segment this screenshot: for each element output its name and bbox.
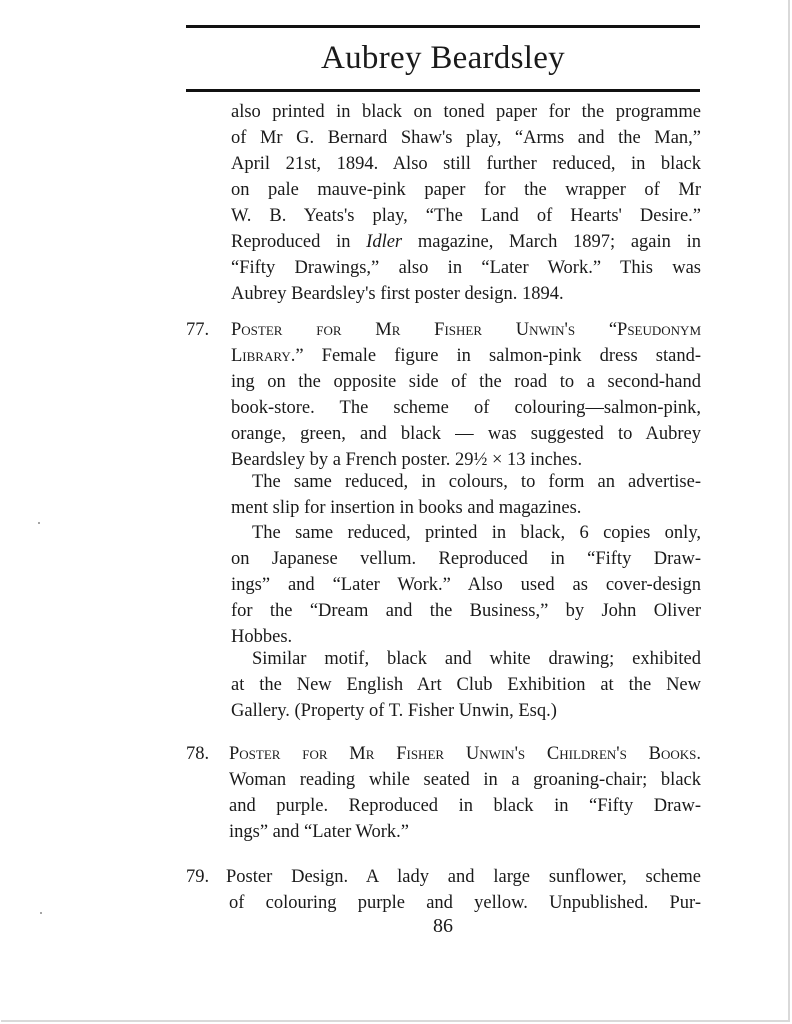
text-line: also printed in black on toned paper for the programme: [231, 102, 701, 122]
text-line: of colouring purple and yellow. Unpublished. Pur-: [229, 893, 701, 913]
paragraph-line: for the “Dream and the Business,” by John Oliver: [231, 601, 701, 621]
entry-heading-line: Library.” Female figure in salmon-pink dress stand-: [231, 346, 701, 366]
text-line-with-italic: Reproduced in Idler magazine, March 1897; again in: [231, 232, 701, 252]
entry-number: 78.: [186, 744, 210, 764]
entry-number: 79.: [186, 867, 210, 887]
paragraph-line: Gallery. (Property of T. Fisher Unwin, Esq.): [231, 701, 557, 721]
text-line: on pale mauve-pink paper for the wrapper of Mr: [231, 180, 701, 200]
paragraph-line: Similar motif, black and white drawing; exhibited: [252, 649, 701, 669]
text-line: Poster Design. A lady and large sunflower, scheme: [226, 867, 701, 887]
text-line: orange, green, and black — was suggested to Aubrey: [231, 424, 701, 444]
text-line: Aubrey Beardsley's first poster design. 1894.: [231, 284, 564, 304]
text-line: ing on the opposite side of the road to a second-hand: [231, 372, 701, 392]
text-line: W. B. Yeats's play, “The Land of Hearts' Desire.”: [231, 206, 701, 226]
paragraph-line: The same reduced, in colours, to form an advertise-: [252, 472, 701, 492]
text-line: book-store. The scheme of colouring—salmon-pink,: [231, 398, 701, 418]
paragraph-line: ment slip for insertion in books and magazines.: [231, 498, 582, 518]
header-rule-top: [186, 25, 700, 28]
entry-heading-line: Poster for Mr Fisher Unwin's “Pseudonym: [231, 320, 701, 340]
text-line: April 21st, 1894. Also still further reduced, in black: [231, 154, 701, 174]
running-head: Aubrey Beardsley: [321, 40, 565, 76]
text-line: of Mr G. Bernard Shaw's play, “Arms and the Man,”: [231, 128, 701, 148]
text-line: “Fifty Drawings,” also in “Later Work.” This was: [231, 258, 701, 278]
header-rule-bottom: [186, 89, 700, 92]
text-line: Woman reading while seated in a groaning-chair; black: [229, 770, 701, 790]
paragraph-line: The same reduced, printed in black, 6 copies only,: [252, 523, 701, 543]
entry-number: 77.: [186, 320, 210, 340]
page-number: 86: [433, 915, 453, 937]
paragraph-line: at the New English Art Club Exhibition at the New: [231, 675, 701, 695]
text-line: ings” and “Later Work.”: [229, 822, 410, 842]
scan-speck: [38, 522, 40, 524]
text-line: and purple. Reproduced in black in “Fifty Draw-: [229, 796, 701, 816]
paragraph-line: Hobbes.: [231, 627, 293, 647]
text-line: Beardsley by a French poster. 29½ × 13 inches.: [231, 450, 583, 470]
paragraph-line: ings” and “Later Work.” Also used as cover-design: [231, 575, 701, 595]
italic-title: Idler: [366, 232, 403, 252]
entry-heading-line: Poster for Mr Fisher Unwin's Children's Books.: [229, 744, 701, 764]
paragraph-line: on Japanese vellum. Reproduced in “Fifty Draw-: [231, 549, 701, 569]
scan-speck: [40, 912, 42, 914]
